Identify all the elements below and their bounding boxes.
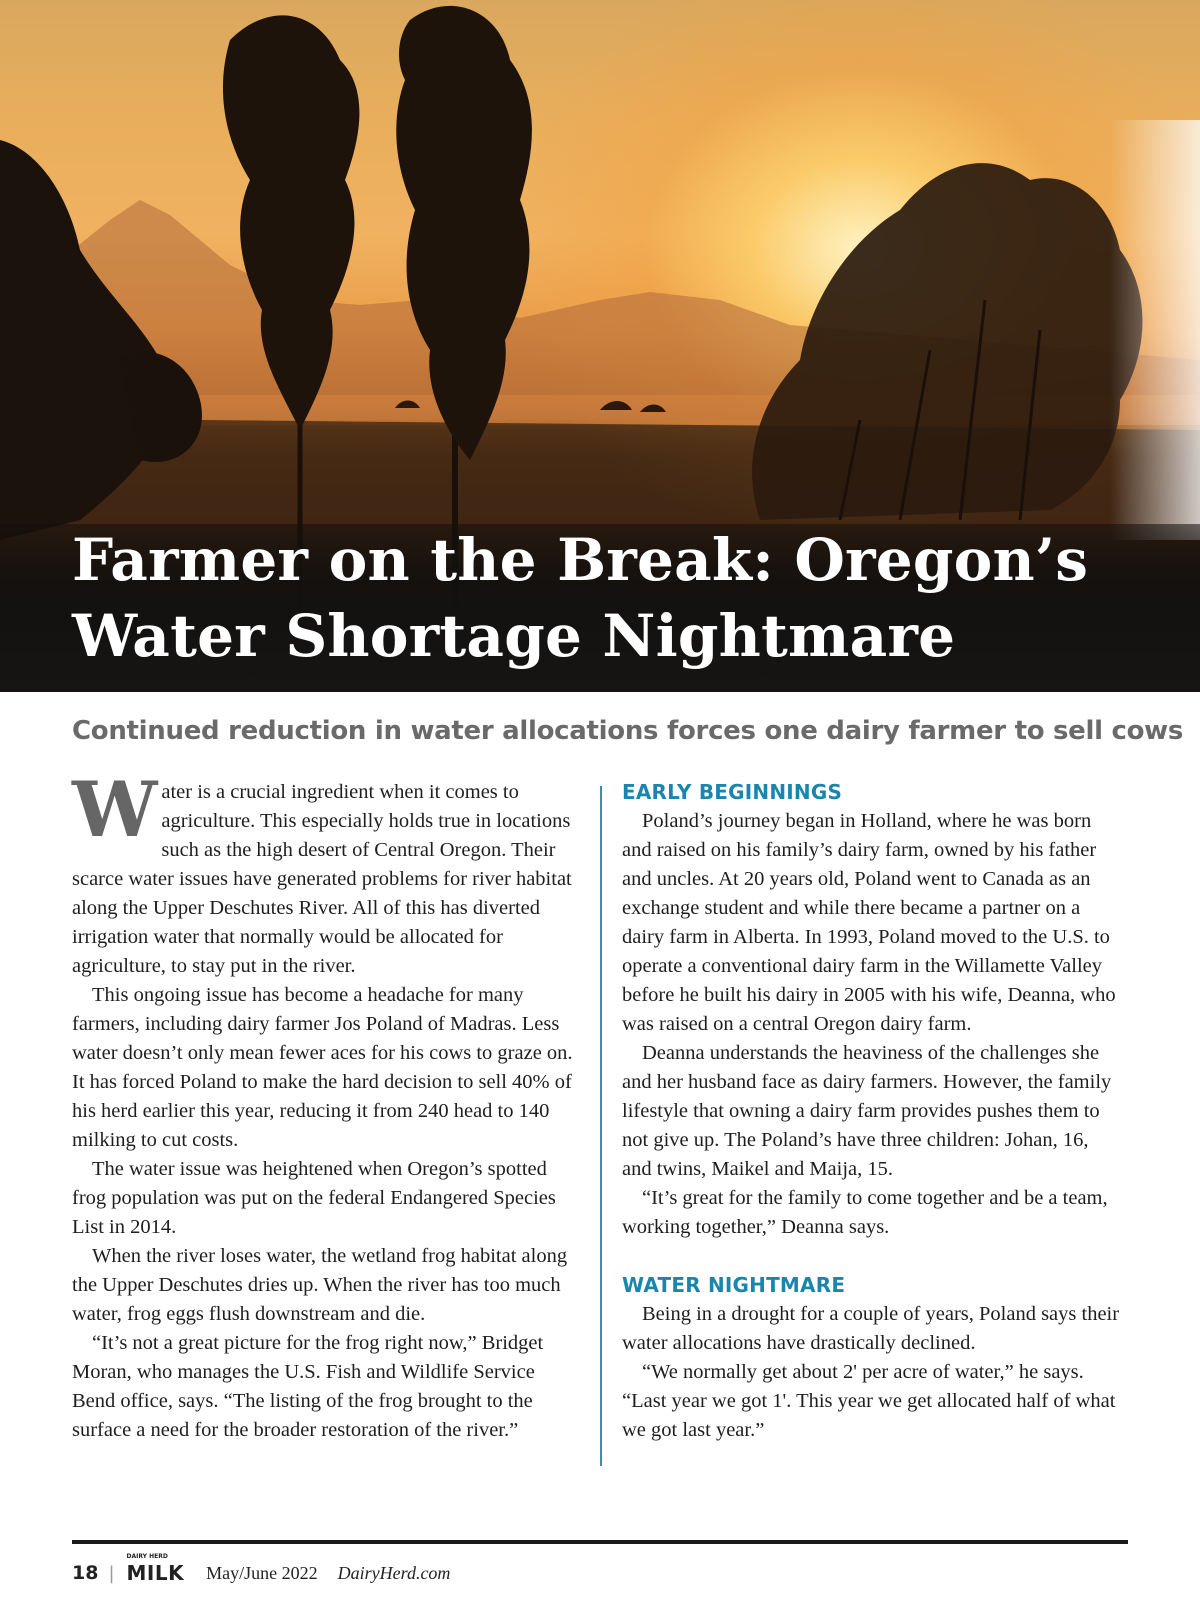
website-link[interactable]: DairyHerd.com bbox=[337, 1562, 451, 1583]
deck-subtitle: Continued reduction in water allocations forces one dairy farmer to sell cows bbox=[72, 716, 1184, 746]
column-divider bbox=[600, 786, 602, 1466]
body-paragraph: This ongoing issue has become a headache for many farmers, including dairy farmer Jos Poland of Madras. Less water doesn’t only mean fewer aces for his cows to graze on. It has forced Poland to make the hard decision to sell 40% of his herd earlier this year, reducing it from 240 head to 140 milking to cut costs. bbox=[72, 984, 573, 1151]
body-paragraph: When the river loses water, the wetland frog habitat along the Upper Deschutes dries up. When the river has too much water, frog eggs flush downstream and die. bbox=[72, 1245, 568, 1325]
body-paragraph: “It’s not a great picture for the frog right now,” Bridget Moran, who manages the U.S. Fish and Wildlife Service Bend office, says. “The listing of the frog brought to the surface a need for the broader restoration of the river.” bbox=[72, 1332, 544, 1441]
footer-rule bbox=[72, 1540, 1128, 1544]
body-paragraph: The water issue was heightened when Oregon’s spotted frog population was put on the federal Endangered Species List in 2014. bbox=[72, 1158, 556, 1238]
body-paragraph: Poland’s journey began in Holland, where he was born and raised on his family’s dairy farm, owned by his father and uncles. At 20 years old, Poland went to Canada as an exchange student and while there became a partner on a dairy farm in Alberta. In 1993, Poland moved to the U.S. to operate a conventional dairy farm in the Willamette Valley before he built his dairy in 2005 with his wife, Deanna, who was raised on a central Oregon dairy farm. bbox=[622, 810, 1116, 1035]
footer-separator: | bbox=[108, 1562, 115, 1584]
body-paragraph: Being in a drought for a couple of years, Poland says their water allocations have drastically declined. bbox=[622, 1303, 1120, 1354]
body-paragraph: Deanna understands the heaviness of the challenges she and her husband face as dairy farmers. However, the family lifestyle that owning a dairy farm provides pushes them to not give up. The Poland’s have three children: Johan, 16, and twins, Maikel and Maija, 15. bbox=[622, 1042, 1112, 1180]
photo-fade-edge bbox=[1110, 120, 1200, 540]
left-column bbox=[72, 765, 574, 1445]
intro-paragraph bbox=[72, 765, 574, 981]
logo-text: MILK bbox=[126, 1561, 185, 1585]
intro-text: ater is a crucial ingredient when it comes to agriculture. This especially holds true in locations such as the high desert of Central Oregon. Their scarce water issues have generated problems for river habitat along the Upper Deschutes River. All of this has diverted irrigation water that normally would be allocated for agriculture, to stay put in the river. bbox=[72, 781, 572, 977]
headline: Farmer on the Break: Oregon’s Water Shortage Nightmare bbox=[72, 526, 1089, 670]
section-heading-early-beginnings: EARLY BEGINNINGS bbox=[622, 780, 843, 804]
section-heading-water-nightmare: WATER NIGHTMARE bbox=[622, 1273, 846, 1297]
body-paragraph: “We normally get about 2' per acre of water,” he says. “Last year we got 1'. This year we get allocated half of what we got last year.” bbox=[622, 1361, 1116, 1441]
drop-cap: W bbox=[72, 765, 158, 854]
hero-photo bbox=[0, 0, 1200, 692]
body-paragraph: “It’s great for the family to come together and be a team, working together,” Deanna says. bbox=[622, 1187, 1108, 1238]
page-footer bbox=[72, 1553, 451, 1588]
right-column bbox=[622, 778, 1122, 1445]
magazine-logo bbox=[126, 1553, 185, 1585]
logo-small-text: DAIRY HERD bbox=[126, 1553, 168, 1560]
page-number: 18 bbox=[72, 1562, 99, 1584]
issue-date: May/June 2022 bbox=[206, 1562, 318, 1583]
